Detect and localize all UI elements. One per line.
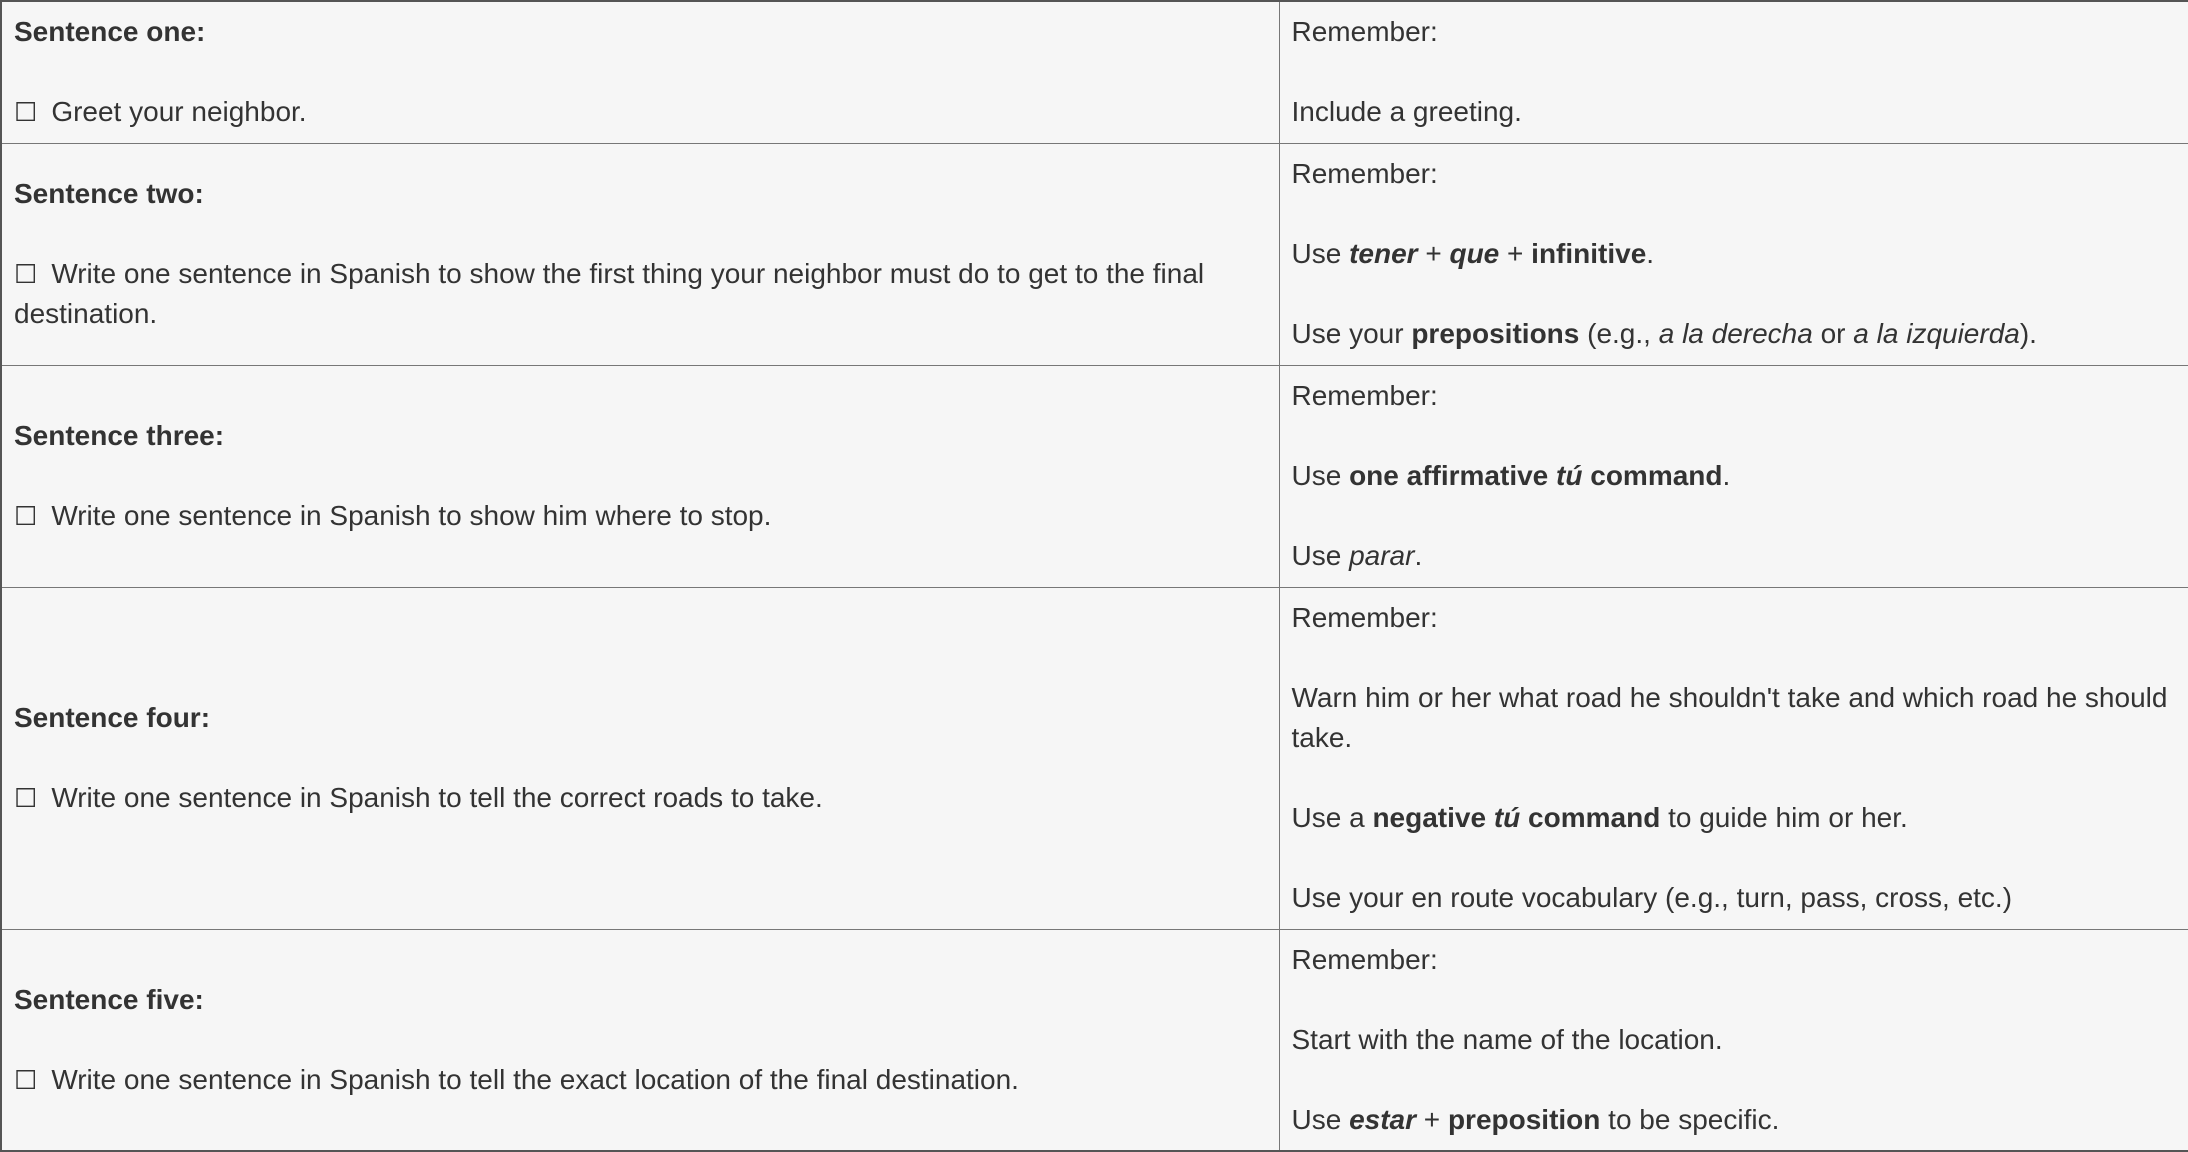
sentence-title: Sentence four: <box>14 702 211 733</box>
reminder-line <box>1292 234 2177 274</box>
reminder-cell <box>1279 929 2188 1151</box>
reminder-text: a la derecha <box>1658 318 1813 349</box>
reminder-cell <box>1279 143 2188 365</box>
reminder-text: prepositions <box>1411 318 1580 349</box>
reminder-cell <box>1279 1 2188 143</box>
reminder-line <box>1292 314 2177 354</box>
task-cell <box>1 929 1279 1151</box>
table-row <box>1 143 2188 365</box>
task-text: Write one sentence in Spanish to tell the correct roads to take. <box>51 782 823 813</box>
table-row <box>1 587 2188 929</box>
reminder-text: Include a greeting. <box>1291 96 1522 128</box>
reminder-text: infinitive <box>1531 238 1647 269</box>
reminder-text: command <box>1582 460 1723 491</box>
reminder-text: (e.g., <box>1579 318 1659 349</box>
reminder-text: Warn him or her what road he shouldn't take and which road he should take. <box>1291 682 2168 753</box>
sentence-title: Sentence five: <box>14 983 204 1015</box>
reminder-text: to be specific. <box>1600 1103 1780 1135</box>
task-cell <box>1 587 1279 929</box>
reminder-text: preposition <box>1447 1103 1601 1135</box>
checkbox-icon[interactable]: ☐ <box>14 1064 38 1095</box>
reminder-text: Use <box>1291 460 1350 491</box>
table-row <box>1 1 2188 143</box>
remember-label: Remember: <box>1291 16 1438 48</box>
remember-label: Remember: <box>1291 943 1438 975</box>
reminder-text: Use <box>1291 238 1350 269</box>
reminder-text: + <box>1499 238 1532 269</box>
reminder-text: to guide him or her. <box>1660 802 1908 833</box>
reminder-text: a la izquierda <box>1853 318 2020 349</box>
reminder-text: Use <box>1291 540 1350 571</box>
reminder-text: parar <box>1349 540 1415 571</box>
table-row <box>1 929 2188 1151</box>
reminder-text: Use <box>1291 1103 1350 1135</box>
reminder-text: + <box>1417 238 1450 269</box>
table-row <box>1 365 2188 587</box>
remember-label: Remember: <box>1291 602 1438 633</box>
reminder-text: tú <box>1493 802 1521 833</box>
task-text: Greet your neighbor. <box>51 96 307 128</box>
task-line <box>14 92 1267 132</box>
task-cell <box>1 365 1279 587</box>
reminder-line <box>1292 1020 2177 1060</box>
reminder-text: tener <box>1349 238 1418 269</box>
reminder-text: Use your <box>1291 318 1412 349</box>
reminder-text: command <box>1520 802 1661 833</box>
reminder-line <box>1292 536 2177 576</box>
table-body <box>1 1 2188 1151</box>
reminder-cell <box>1279 365 2188 587</box>
task-line <box>14 1060 1267 1100</box>
reminder-text: estar <box>1349 1103 1417 1135</box>
task-cell <box>1 1 1279 143</box>
sentence-title: Sentence one: <box>14 16 206 48</box>
checkbox-icon[interactable]: ☐ <box>14 501 38 531</box>
checkbox-icon[interactable]: ☐ <box>14 97 38 128</box>
reminder-cell <box>1279 587 2188 929</box>
sentence-title: Sentence three: <box>14 420 225 451</box>
remember-label: Remember: <box>1291 380 1438 411</box>
task-cell <box>1 143 1279 365</box>
reminder-line <box>1292 678 2177 758</box>
task-text: Write one sentence in Spanish to tell the exact location of the final destination. <box>51 1063 1019 1095</box>
reminder-text: negative <box>1372 802 1494 833</box>
reminder-text: + <box>1416 1103 1448 1135</box>
task-line <box>14 778 1267 818</box>
checkbox-icon[interactable]: ☐ <box>14 783 38 813</box>
reminder-text: ). <box>2019 318 2037 349</box>
task-text: Write one sentence in Spanish to show him where to stop. <box>51 500 772 531</box>
reminder-text: or <box>1812 318 1854 349</box>
reminder-text: Use a <box>1291 802 1373 833</box>
reminder-text: . <box>1646 238 1655 269</box>
reminder-text: . <box>1722 460 1731 491</box>
reminder-text: Use your en route vocabulary (e.g., turn, pass, cross, etc.) <box>1291 882 2013 913</box>
checkbox-icon[interactable]: ☐ <box>14 259 38 289</box>
reminder-text: Start with the name of the location. <box>1291 1023 1723 1055</box>
task-line <box>14 254 1267 334</box>
reminder-text: . <box>1414 540 1423 571</box>
task-line <box>14 496 1267 536</box>
reminder-line <box>1292 92 2177 132</box>
task-text: Write one sentence in Spanish to show the first thing your neighbor must do to get to the final destination. <box>14 258 1205 329</box>
reminder-line <box>1292 456 2177 496</box>
reminder-line <box>1292 798 2177 838</box>
reminder-text: que <box>1449 238 1500 269</box>
remember-label: Remember: <box>1291 158 1438 189</box>
reminder-line <box>1292 1100 2177 1140</box>
sentence-title: Sentence two: <box>14 178 204 209</box>
reminder-text: tú <box>1556 460 1583 491</box>
reminder-text: one affirmative <box>1349 460 1557 491</box>
reminder-line <box>1292 878 2177 918</box>
